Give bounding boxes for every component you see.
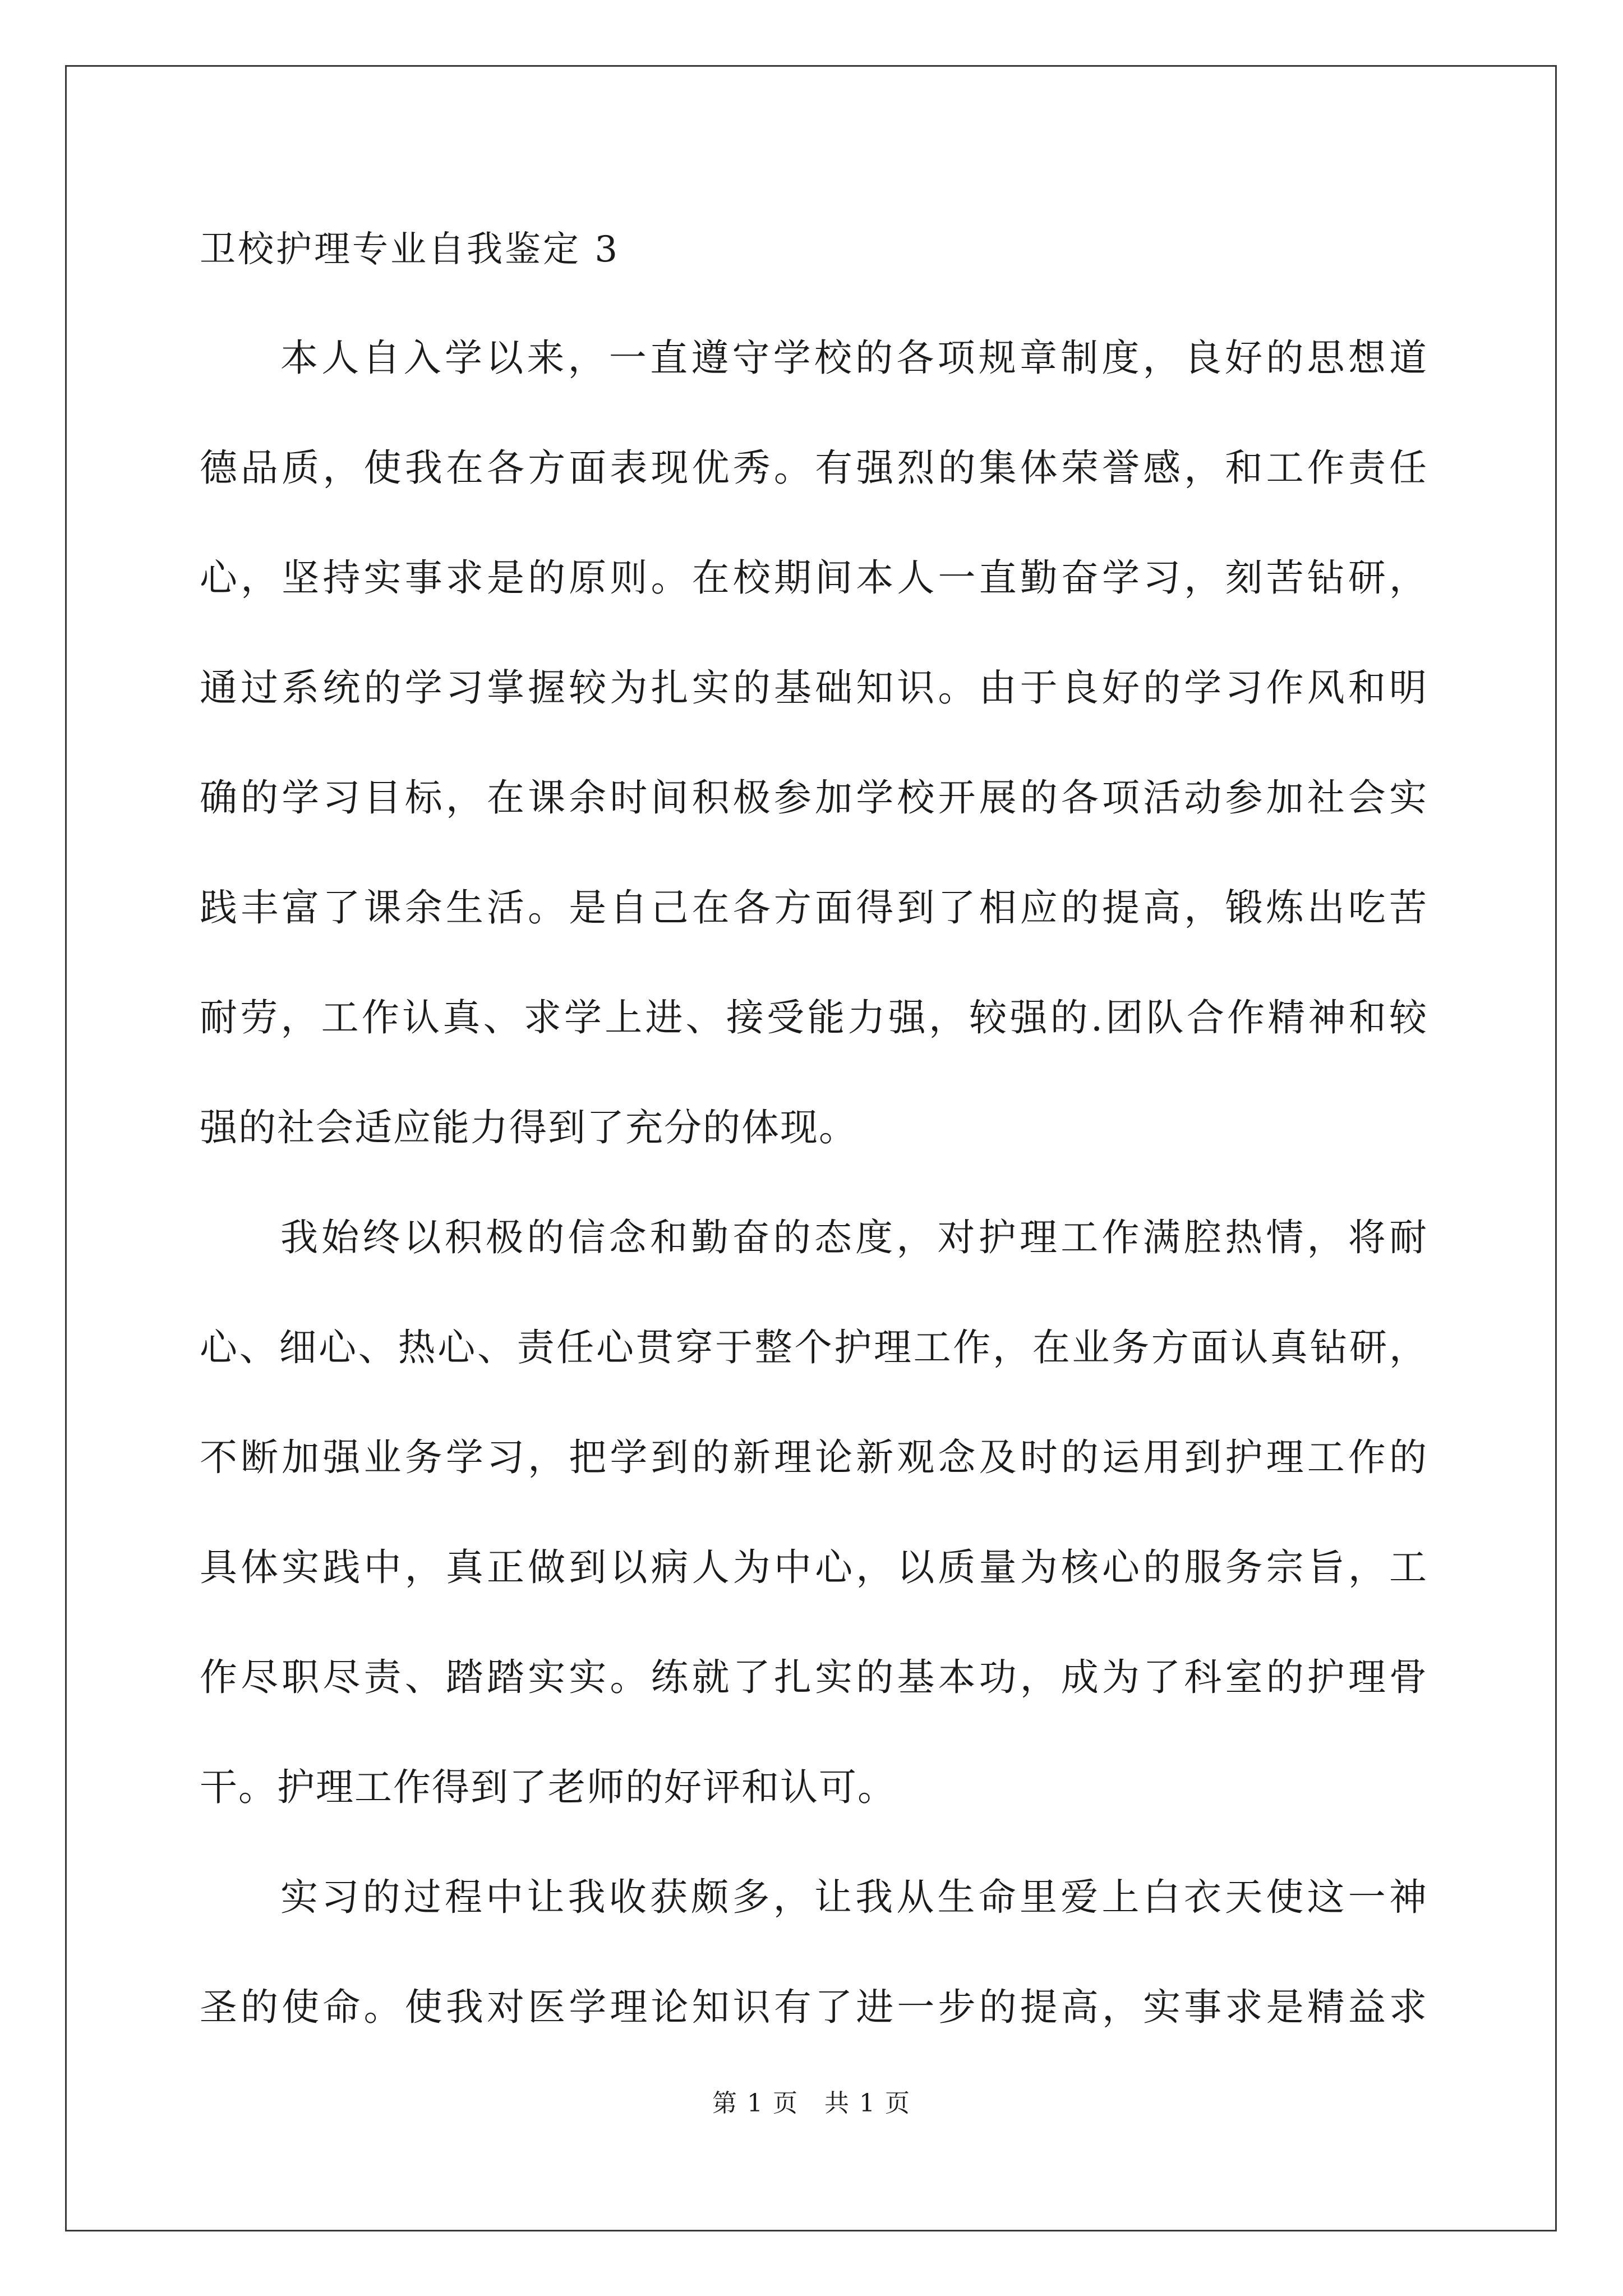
document-body [200, 219, 1428, 2062]
paragraph-line: 具体实践中，真正做到以病人为中心，以质量为核心的服务宗旨，工 [200, 1545, 1428, 1589]
paragraph-line: 我始终以积极的信念和勤奋的态度，对护理工作满腔热情，将耐 [280, 1216, 1428, 1259]
paragraph-2 [200, 1182, 1428, 1842]
paragraph-3 [200, 1842, 1428, 2062]
paragraph-line: 圣的使命。使我对医学理论知识有了进一步的提高，实事求是精益求 [200, 1985, 1428, 2029]
paragraph-line: 干。护理工作得到了老师的好评和认可。 [200, 1765, 896, 1809]
paragraph-line: 心，坚持实事求是的原则。在校期间本人一直勤奋学习，刻苦钻研， [200, 556, 1428, 600]
paragraph-line: 实习的过程中让我收获颇多，让我从生命里爱上白衣天使这一神 [280, 1875, 1428, 1919]
paragraph-line: 不断加强业务学习，把学到的新理论新观念及时的运用到护理工作的 [200, 1435, 1428, 1479]
paragraph-line: 强的社会适应能力得到了充分的体现。 [200, 1106, 857, 1149]
paragraph-line: 耐劳，工作认真、求学上进、接受能力强，较强的.团队合作精神和较 [200, 996, 1428, 1039]
paragraph-1 [200, 303, 1428, 1182]
paragraph-line: 确的学习目标，在课余时间积极参加学校开展的各项活动参加社会实 [200, 776, 1428, 820]
paragraph-line: 通过系统的学习掌握较为扎实的基础知识。由于良好的学习作风和明 [200, 666, 1428, 710]
paragraph-line: 心、细心、热心、责任心贯穿于整个护理工作，在业务方面认真钻研， [200, 1326, 1428, 1369]
document-title: 卫校护理专业自我鉴定 3 [200, 229, 620, 270]
paragraph-line: 本人自入学以来，一直遵守学校的各项规章制度，良好的思想道 [280, 336, 1428, 380]
page-footer: 第 1 页 共 1 页 [712, 2089, 911, 2118]
paragraph-line: 践丰富了课余生活。是自己在各方面得到了相应的提高，锻炼出吃苦 [200, 886, 1428, 930]
paragraph-line: 作尽职尽责、踏踏实实。练就了扎实的基本功，成为了科室的护理骨 [200, 1655, 1428, 1699]
paragraph-line: 德品质，使我在各方面表现优秀。有强烈的集体荣誉感，和工作责任 [200, 446, 1428, 490]
